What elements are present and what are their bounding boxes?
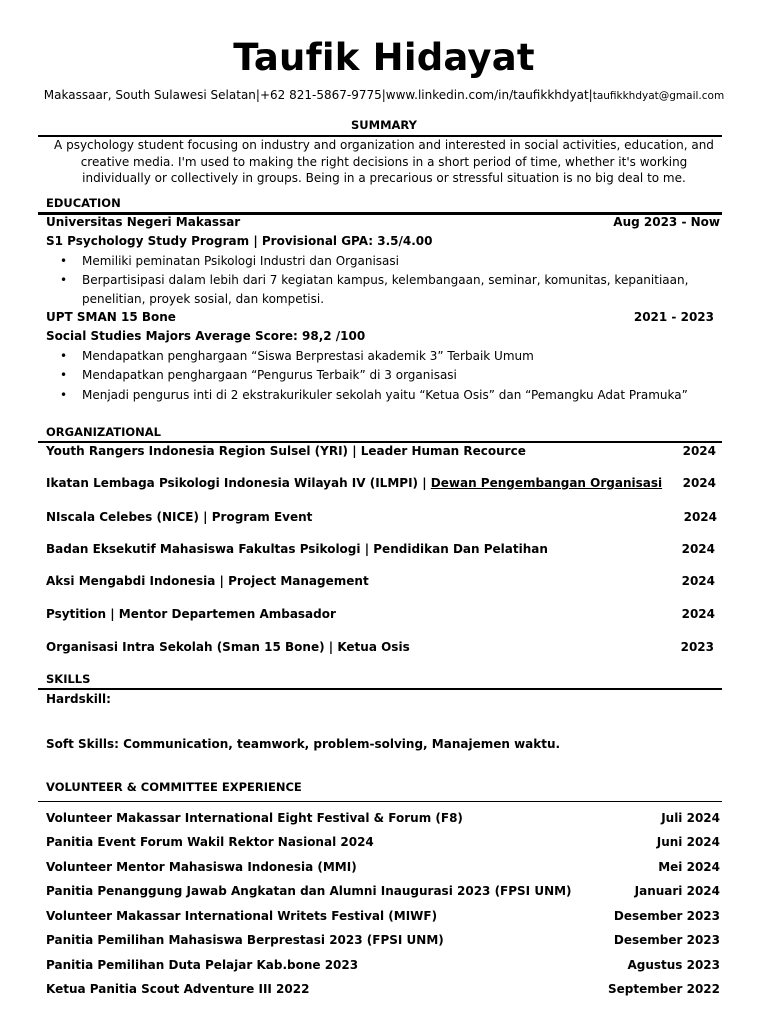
- education-bullet-text: Berpartisipasi dalam lebih dari 7 kegiatan kampus, kelembangaan, seminar, komunitas, kepanitiaan, penelitian, proyek sosial, dan kompetisi.: [82, 273, 689, 306]
- volunteer-item: [46, 982, 720, 1000]
- education-institution: Universitas Negeri Makassar: [46, 215, 241, 229]
- contact-email[interactable]: taufikkhdyat@gmail.com: [592, 90, 725, 102]
- volunteer-date: Januari 2024: [634, 884, 720, 898]
- organizational-role: Project Management: [228, 574, 369, 588]
- organizational-year: 2023: [680, 640, 714, 654]
- organizational-year: 2024: [682, 444, 716, 458]
- volunteer-name: Panitia Pemilihan Duta Pelajar Kab.bone 2023: [46, 958, 359, 972]
- volunteer-item: [46, 835, 720, 853]
- contact-separator: |: [381, 88, 386, 102]
- organizational-org: Badan Eksekutif Mahasiswa Fakultas Psikologi: [46, 542, 361, 556]
- volunteer-item: [46, 811, 720, 829]
- organizational-role: Ketua Osis: [337, 640, 410, 654]
- organizational-org: Ikatan Lembaga Psikologi Indonesia Wilayah IV (ILMPI): [46, 476, 419, 490]
- volunteer-date: Agustus 2023: [627, 958, 720, 972]
- volunteer-divider: [38, 801, 722, 802]
- volunteer-date: Desember 2023: [613, 933, 720, 947]
- volunteer-date: Mei 2024: [658, 860, 720, 874]
- contact-line: [0, 88, 768, 102]
- organizational-role: Dewan Pengembangan Organisasi: [430, 476, 663, 490]
- resume-name: Taufik Hidayat: [233, 36, 535, 79]
- organizational-year: 2024: [682, 476, 716, 490]
- volunteer-name: Volunteer Makassar International Eight Festival & Forum (F8): [46, 811, 463, 825]
- organizational-year: 2024: [681, 542, 715, 556]
- bullet-dot-icon: •: [60, 349, 68, 363]
- volunteer-date: Desember 2023: [613, 909, 720, 923]
- organizational-item: Ikatan Lembaga Psikologi Indonesia Wilayah IV (ILMPI) | Dewan Pengembangan Organisasi 2024: [46, 476, 716, 490]
- education-institution: UPT SMAN 15 Bone: [46, 310, 176, 324]
- education-bullet: [60, 366, 722, 385]
- bullet-dot-icon: •: [60, 388, 68, 402]
- organizational-item: Youth Rangers Indonesia Region Sulsel (YRI) | Leader Human Recource 2024: [46, 444, 716, 458]
- volunteer-name: Panitia Penanggung Jawab Angkatan dan Alumni Inaugurasi 2023 (FPSI UNM): [46, 884, 572, 898]
- volunteer-name: Panitia Pemilihan Mahasiswa Berprestasi 2023 (FPSI UNM): [46, 933, 444, 947]
- education-bullet-text: Memiliki peminatan Psikologi Industri dan Organisasi: [82, 254, 399, 268]
- organizational-org: Aksi Mengabdi Indonesia: [46, 574, 216, 588]
- skills-heading: SKILLS: [46, 672, 91, 686]
- organizational-org: Youth Rangers Indonesia Region Sulsel (YRI): [46, 444, 349, 458]
- education-bullet: [60, 271, 722, 309]
- education-bullet: [60, 252, 722, 271]
- contact-linkedin[interactable]: www.linkedin.com/in/taufikkhdyat: [385, 88, 589, 102]
- organizational-year: 2024: [681, 607, 715, 621]
- education-entry-header: [46, 310, 720, 328]
- organizational-org: Psytition: [46, 607, 107, 621]
- contact-separator: |: [588, 88, 593, 102]
- volunteer-name: Volunteer Mentor Mahasiswa Indonesia (MMI): [46, 860, 357, 874]
- organizational-item: NIscala Celebes (NICE) | Program Event 2024: [46, 510, 717, 524]
- volunteer-date: Juni 2024: [656, 835, 720, 849]
- education-bullet: [60, 347, 722, 366]
- volunteer-name: Panitia Event Forum Wakil Rektor Nasional 2024: [46, 835, 374, 849]
- skills-hard-label: Hardskill:: [46, 692, 111, 706]
- organizational-divider: [38, 441, 722, 443]
- organizational-item: Organisasi Intra Sekolah (Sman 15 Bone) | Ketua Osis 2023: [46, 640, 714, 654]
- education-bullet-text: Mendapatkan penghargaan “Siswa Berprestasi akademik 3” Terbaik Umum: [82, 349, 534, 363]
- organizational-year: 2024: [681, 574, 715, 588]
- education-entry-header: [46, 215, 720, 233]
- bullet-dot-icon: •: [60, 254, 68, 268]
- volunteer-item: [46, 860, 720, 878]
- organizational-item: Psytition | Mentor Departemen Ambasador 2024: [46, 607, 715, 621]
- volunteer-item: [46, 958, 720, 976]
- volunteer-item: [46, 933, 720, 951]
- organizational-org: NIscala Celebes (NICE): [46, 510, 199, 524]
- organizational-role: Mentor Departemen Ambasador: [118, 607, 336, 621]
- contact-location: Makassaar, South Sulawesi Selatan: [43, 88, 256, 102]
- education-period: 2021 - 2023: [633, 310, 714, 324]
- contact-separator: |: [255, 88, 260, 102]
- summary-text: A psychology student focusing on industry and organization and interested in social activities, education, and creative media. I'm used to making the right decisions in a short period of time, whether it's working individually or collectively in groups. Being in a precarious or stressful situation is no big deal to me.: [54, 138, 714, 185]
- skills-divider: [38, 688, 722, 690]
- bullet-dot-icon: •: [60, 273, 68, 287]
- education-detail: S1 Psychology Study Program | Provisional GPA: 3.5/4.00: [46, 234, 433, 248]
- organizational-role: Leader Human Recource: [360, 444, 526, 458]
- education-bullet: [60, 386, 722, 405]
- bullet-dot-icon: •: [60, 368, 68, 382]
- organizational-item: Aksi Mengabdi Indonesia | Project Management 2024: [46, 574, 715, 588]
- organizational-heading: ORGANIZATIONAL: [46, 425, 161, 439]
- organizational-org: Organisasi Intra Sekolah (Sman 15 Bone): [46, 640, 325, 654]
- skills-soft: [46, 737, 560, 751]
- volunteer-item: [46, 909, 720, 927]
- education-heading: EDUCATION: [46, 196, 121, 210]
- organizational-role: Program Event: [211, 510, 313, 524]
- volunteer-item: [46, 884, 720, 902]
- volunteer-heading: VOLUNTEER & COMMITTEE EXPERIENCE: [46, 780, 302, 794]
- volunteer-name: Ketua Panitia Scout Adventure III 2022: [46, 982, 310, 996]
- summary-heading: SUMMARY: [351, 118, 417, 132]
- education-bullet-text: Mendapatkan penghargaan “Pengurus Terbaik” di 3 organisasi: [82, 368, 457, 382]
- skills-soft-label: Soft Skills:: [46, 737, 119, 751]
- skills-soft-value: Communication, teamwork, problem-solving, Manajemen waktu.: [123, 737, 561, 751]
- contact-phone: +62 821-5867-9775: [259, 88, 382, 102]
- volunteer-date: September 2022: [608, 982, 720, 996]
- organizational-item: Badan Eksekutif Mahasiswa Fakultas Psikologi | Pendidikan Dan Pelatihan 2024: [46, 542, 715, 556]
- volunteer-date: Juli 2024: [661, 811, 720, 825]
- education-bullet-text: Menjadi pengurus inti di 2 ekstrakurikuler sekolah yaitu “Ketua Osis” dan “Pemangku Adat Pramuka”: [82, 388, 688, 402]
- volunteer-name: Volunteer Makassar International Writets Festival (MIWF): [46, 909, 438, 923]
- education-detail: Social Studies Majors Average Score: 98,2 /100: [46, 329, 366, 343]
- education-period: Aug 2023 - Now: [613, 215, 720, 229]
- organizational-role: Pendidikan Dan Pelatihan: [373, 542, 548, 556]
- organizational-year: 2024: [683, 510, 717, 524]
